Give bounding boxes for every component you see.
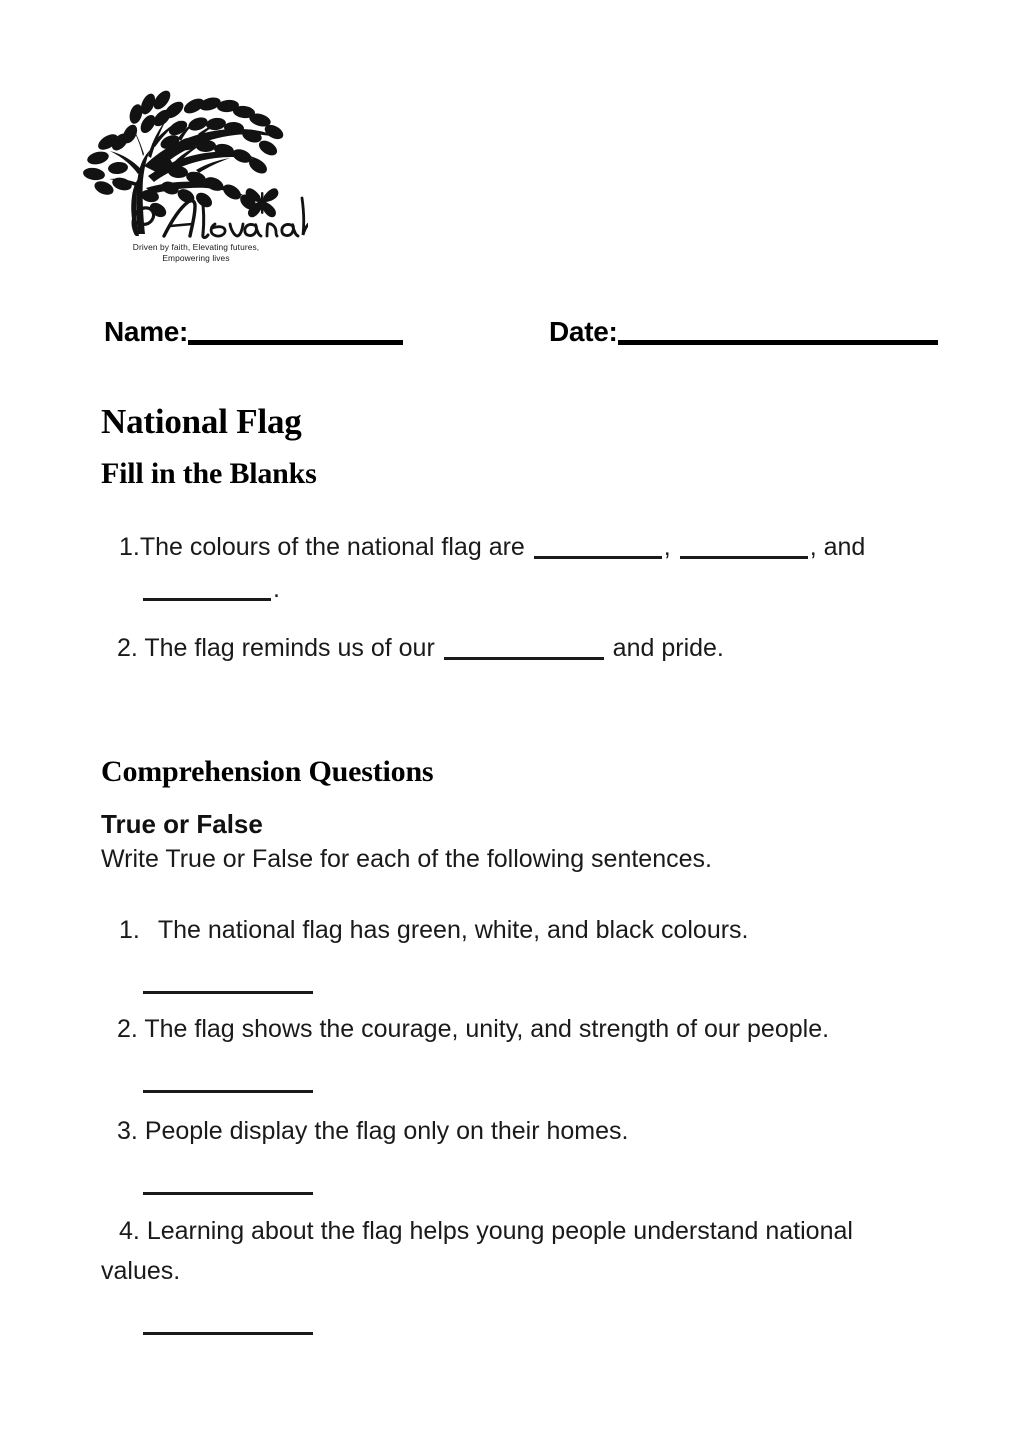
true-false-item-4-text: Learning about the flag helps young people understand national values. [101,1217,853,1285]
true-false-item-3-text: People display the flag only on their homes. [144,1117,629,1145]
true-false-item-3-number: 3. [117,1117,138,1145]
true-false-item-2-line [117,1009,947,1049]
name-input-line[interactable] [188,340,403,345]
brand-logo [78,84,308,264]
name-field-group [104,305,403,349]
fill-blank-item-2-text-b: and pride. [605,634,724,662]
tree-icon [78,84,308,264]
true-false-item-4-answer-input[interactable] [143,1332,313,1335]
fill-blank-1-input-1[interactable] [534,556,662,559]
true-false-item-1-number: 1. [119,916,140,944]
fill-blank-item-1-period: . [273,575,280,603]
fill-blank-item-2-line1 [117,628,877,668]
true-false-item-4-number: 4. [119,1217,140,1245]
name-date-row [104,305,954,349]
date-field-group [549,305,938,349]
page-title: National Flag [101,402,302,441]
section-heading-fill-in-blanks: Fill in the Blanks [101,457,317,490]
true-false-item-3-answer-wrap [117,1163,937,1203]
fill-blank-item-1-line2 [119,569,919,609]
true-false-item-1-answer-input[interactable] [143,991,313,994]
fill-blank-item-2-number: 2. [117,634,138,662]
true-false-item-3-line [117,1111,937,1151]
fill-blank-item-1-line1 [119,527,919,567]
date-label: Date: [549,316,618,347]
subsection-heading-true-false: True or False [101,809,263,839]
true-false-item-3 [117,1111,937,1203]
true-false-item-4-answer-wrap [101,1303,931,1343]
fill-blank-item-2-text-a: The flag reminds us of our [144,634,442,662]
true-false-item-4 [101,1211,931,1343]
date-input-line[interactable] [618,340,938,345]
true-false-item-1-answer-wrap [119,962,939,1002]
fill-blank-item-1-sep-1: , [663,533,678,561]
true-false-item-2-text: The flag shows the courage, unity, and strength of our people. [144,1015,830,1043]
fill-blank-item-2 [117,628,877,668]
true-false-item-1-line [119,910,939,950]
true-false-item-3-answer-input[interactable] [143,1192,313,1195]
fill-blank-item-1-text-a: The colours of the national flag are [139,533,532,561]
true-false-instruction: Write True or False for each of the following sentences. [101,845,712,873]
fill-blank-1-input-3[interactable] [143,598,271,601]
name-label: Name: [104,316,189,347]
true-false-item-2-number: 2. [117,1015,138,1043]
true-false-item-1 [119,910,939,1002]
fill-blank-item-1-number: 1. [119,533,140,561]
true-false-item-2-answer-wrap [117,1061,947,1101]
logo-tagline-line1: Driven by faith, Elevating futures, [132,242,260,252]
true-false-item-2 [117,1009,947,1101]
true-false-item-2-answer-input[interactable] [143,1090,313,1093]
fill-blank-item-1-text-b: , and [809,533,866,561]
logo-tagline-line2: Empowering lives [162,253,230,263]
true-false-item-4-line [101,1211,931,1291]
fill-blank-2-input-1[interactable] [444,657,604,660]
fill-blank-item-1 [119,527,919,609]
section-heading-comprehension: Comprehension Questions [101,755,434,788]
fill-blank-1-input-2[interactable] [680,556,808,559]
true-false-item-1-text: The national flag has green, white, and black colours. [157,916,749,944]
